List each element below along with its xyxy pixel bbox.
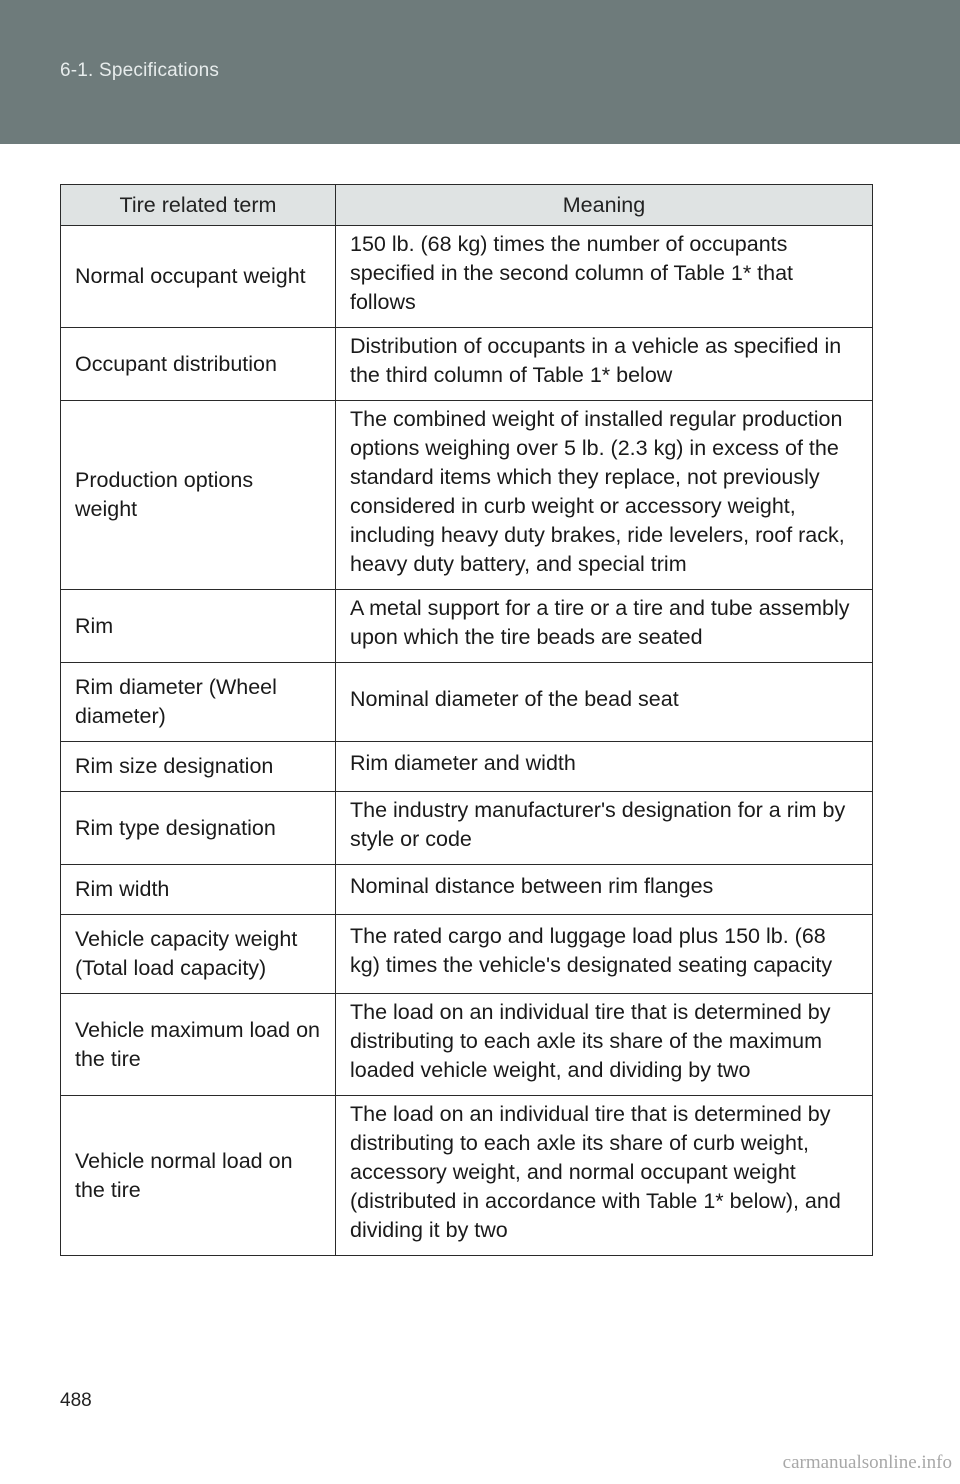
tire-terms-table (60, 184, 873, 1256)
table-row (61, 663, 873, 742)
table-row (61, 226, 873, 328)
meaning-cell: The combined weight of installed regular production options weighing over 5 lb. (2.3 kg) in excess of the standard items which they replace, not previously considered in curb weight or accessory weight, including heavy duty brakes, ride levelers, roof rack, heavy duty battery, and special trim (336, 401, 873, 590)
table-row (61, 865, 873, 915)
term-cell: Rim (61, 590, 336, 663)
term-cell: Rim width (61, 865, 336, 915)
meaning-cell: The load on an individual tire that is determined by distributing to each axle its share of the maximum loaded vehicle weight, and dividing by two (336, 994, 873, 1096)
meaning-cell: Rim diameter and width (336, 742, 873, 792)
table-row (61, 590, 873, 663)
term-cell: Vehicle capacity weight (Total load capacity) (61, 915, 336, 994)
table-header-row (61, 185, 873, 226)
term-cell: Rim diameter (Wheel diameter) (61, 663, 336, 742)
table-row (61, 792, 873, 865)
watermark: carmanualsonline.info (782, 1452, 952, 1473)
term-cell: Production options weight (61, 401, 336, 590)
meaning-cell: Nominal distance between rim flanges (336, 865, 873, 915)
meaning-cell: The load on an individual tire that is determined by distributing to each axle its share of curb weight, accessory weight, and normal occupant weight (distributed in accordance with Table 1* below), and dividing it by two (336, 1096, 873, 1256)
meaning-cell: A metal support for a tire or a tire and tube assembly upon which the tire beads are seated (336, 590, 873, 663)
table-row (61, 915, 873, 994)
table-row (61, 1096, 873, 1256)
column-header-term: Tire related term (61, 185, 336, 226)
section-title: 6-1. Specifications (60, 60, 220, 81)
term-cell: Occupant distribution (61, 328, 336, 401)
term-cell: Normal occupant weight (61, 226, 336, 328)
table-row (61, 328, 873, 401)
meaning-cell: The industry manufacturer's designation for a rim by style or code (336, 792, 873, 865)
meaning-cell: The rated cargo and luggage load plus 150 lb. (68 kg) times the vehicle's designated seating capacity (336, 915, 873, 994)
table-row (61, 401, 873, 590)
meaning-cell: Nominal diameter of the bead seat (336, 663, 873, 742)
table-row (61, 742, 873, 792)
column-header-meaning: Meaning (336, 185, 873, 226)
page-number: 488 (60, 1390, 92, 1411)
term-cell: Vehicle normal load on the tire (61, 1096, 336, 1256)
table-row (61, 994, 873, 1096)
meaning-cell: Distribution of occupants in a vehicle as specified in the third column of Table 1* below (336, 328, 873, 401)
term-cell: Vehicle maximum load on the tire (61, 994, 336, 1096)
meaning-cell: 150 lb. (68 kg) times the number of occupants specified in the second column of Table 1* that follows (336, 226, 873, 328)
term-cell: Rim size designation (61, 742, 336, 792)
term-cell: Rim type designation (61, 792, 336, 865)
